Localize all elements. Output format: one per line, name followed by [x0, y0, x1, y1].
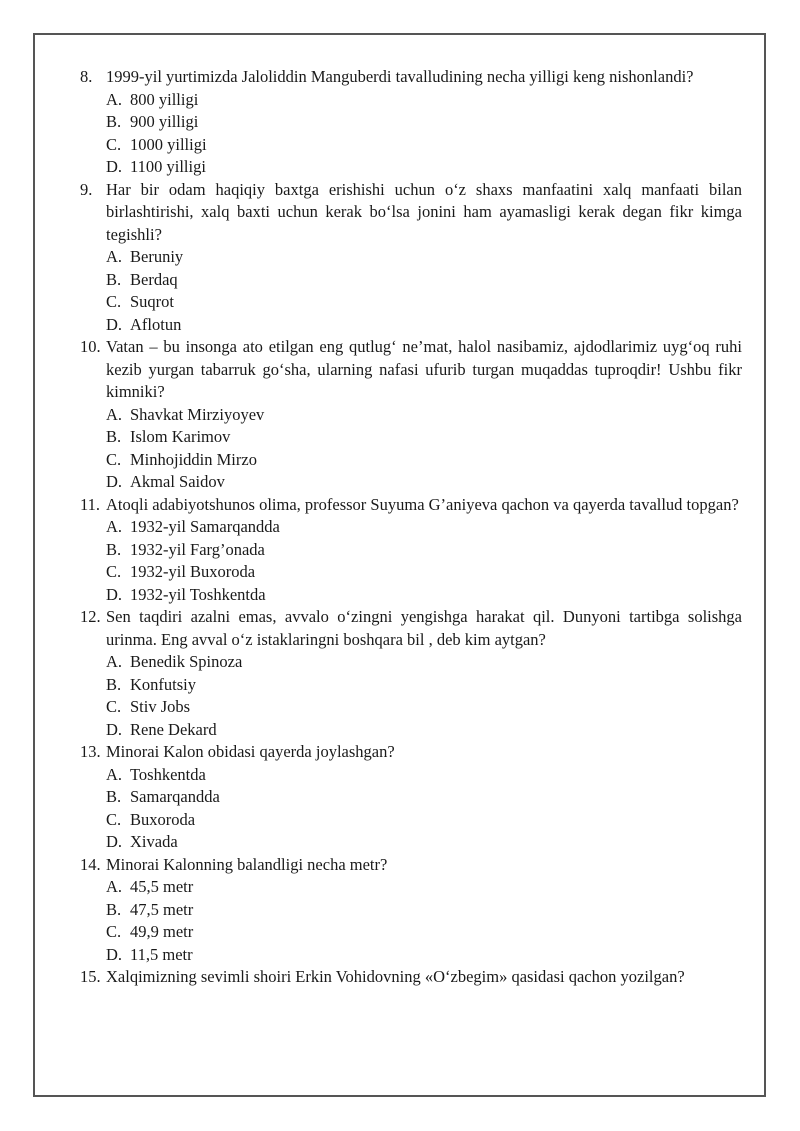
option-text: Benedik Spinoza	[130, 652, 243, 671]
question-text: Sen taqdiri azalni emas, avvalo o‘zingni yengishga harakat qil. Dunyoni tartibga solishga urinma. Eng avval o‘z istaklaringni boshqara bil , deb kim aytgan?	[106, 607, 742, 649]
option-text: Suqrot	[130, 292, 175, 311]
question-number: 12.	[80, 607, 101, 626]
option-letter: D.	[106, 832, 123, 851]
option-text: Samarqandda	[130, 787, 220, 806]
question-number: 11.	[80, 494, 101, 514]
answer-option	[80, 809, 742, 832]
question-text: Minorai Kalon obidasi qayerda joylashgan?	[106, 742, 395, 761]
option-text: Aflotun	[130, 314, 182, 334]
question-block	[80, 854, 742, 967]
option-text: 1932-yil Toshkentda	[130, 584, 266, 604]
option-letter: B.	[106, 899, 122, 919]
question-number: 14.	[80, 854, 101, 874]
answer-option	[80, 269, 742, 292]
question	[80, 854, 742, 877]
option-letter: C.	[106, 922, 122, 941]
option-text: Rene Dekard	[130, 719, 217, 739]
option-letter: B.	[106, 269, 122, 289]
question-text: Har bir odam haqiqiy baxtga erishishi uchun o‘z shaxs manfaatini xalq manfaati bilan birlashtirishi, xalq baxti uchun kerak bo‘lsa jonini ham ayamasligi kerak degan fikr kimga tegishli?	[106, 179, 742, 244]
question	[80, 606, 742, 651]
answer-option	[80, 404, 742, 427]
option-text: Konfutsiy	[130, 674, 196, 694]
option-text: Akmal Saidov	[130, 472, 225, 491]
answer-option	[80, 696, 742, 719]
answer-option	[80, 831, 742, 854]
answer-option	[80, 651, 742, 674]
option-text: 11,5 metr	[130, 944, 193, 964]
option-text: 900 yilligi	[130, 112, 199, 131]
answer-option	[80, 786, 742, 809]
option-text: 1932-yil Buxoroda	[130, 562, 256, 581]
question	[80, 966, 742, 989]
question-block	[80, 494, 742, 607]
question-text: Atoqli adabiyotshunos olima, professor Suyuma G’aniyeva qachon va qayerda tavallud topgan?	[106, 494, 739, 514]
question	[80, 66, 742, 89]
question-number: 10.	[80, 337, 101, 356]
answer-option	[80, 584, 742, 607]
option-letter: C.	[106, 697, 122, 716]
option-letter: D.	[106, 157, 123, 176]
question-text: Minorai Kalonning balandligi necha metr?	[106, 854, 388, 874]
option-letter: A.	[106, 652, 123, 671]
answer-option	[80, 291, 742, 314]
option-letter: B.	[106, 427, 122, 446]
option-letter: A.	[106, 404, 123, 424]
option-letter: A.	[106, 247, 123, 266]
option-text: 1932-yil Farg’onada	[130, 539, 265, 559]
question-block	[80, 66, 742, 179]
option-text: 800 yilligi	[130, 89, 199, 109]
answer-option	[80, 921, 742, 944]
answer-option	[80, 674, 742, 697]
answer-option	[80, 314, 742, 337]
option-letter: C.	[106, 449, 122, 469]
option-text: 45,5 metr	[130, 877, 194, 896]
option-letter: D.	[106, 314, 123, 334]
option-text: Minhojiddin Mirzo	[130, 449, 257, 469]
answer-option	[80, 426, 742, 449]
question-block	[80, 741, 742, 854]
option-letter: D.	[106, 944, 123, 964]
question	[80, 494, 742, 517]
option-text: Beruniy	[130, 247, 184, 266]
question	[80, 741, 742, 764]
question-number: 15.	[80, 967, 101, 986]
question-number: 13.	[80, 742, 101, 761]
question-text: 1999-yil yurtimizda Jaloliddin Manguberdi tavalludining necha yilligi keng nishonlandi?	[106, 67, 694, 86]
answer-option	[80, 89, 742, 112]
answer-option	[80, 471, 742, 494]
question-block	[80, 179, 742, 337]
option-letter: D.	[106, 584, 123, 604]
answer-option	[80, 876, 742, 899]
option-text: Stiv Jobs	[130, 697, 191, 716]
answer-option	[80, 156, 742, 179]
option-letter: D.	[106, 719, 123, 739]
option-text: 1932-yil Samarqandda	[130, 517, 280, 536]
option-letter: B.	[106, 787, 122, 806]
option-letter: A.	[106, 517, 123, 536]
question-block	[80, 966, 742, 989]
question-list	[80, 66, 742, 989]
question-number: 9.	[80, 179, 93, 199]
question-block	[80, 336, 742, 494]
answer-option	[80, 944, 742, 967]
answer-option	[80, 246, 742, 269]
option-letter: C.	[106, 292, 122, 311]
answer-option	[80, 539, 742, 562]
option-text: Xivada	[130, 832, 178, 851]
answer-option	[80, 111, 742, 134]
option-letter: A.	[106, 89, 123, 109]
option-letter: A.	[106, 764, 123, 784]
question	[80, 336, 742, 404]
question-block	[80, 606, 742, 741]
option-text: Islom Karimov	[130, 427, 231, 446]
option-text: Berdaq	[130, 269, 178, 289]
option-letter: B.	[106, 674, 122, 694]
option-text: 1000 yilligi	[130, 134, 207, 154]
option-letter: C.	[106, 134, 122, 154]
option-letter: C.	[106, 809, 122, 829]
option-text: 1100 yilligi	[130, 157, 206, 176]
question-number: 8.	[80, 67, 93, 86]
answer-option	[80, 449, 742, 472]
question-text: Vatan – bu insonga ato etilgan eng qutlug‘ ne’mat, halol nasibamiz, ajdodlarimiz uyg‘oq ruhi kezib yurgan tabarruk go‘sha, ularning nafasi ufurib turgan muqaddas tuproqdir! Ushbu fikr kimniki?	[106, 337, 742, 401]
option-letter: B.	[106, 539, 122, 559]
option-text: 47,5 metr	[130, 899, 194, 919]
option-text: Shavkat Mirziyoyev	[130, 404, 265, 424]
option-text: Buxoroda	[130, 809, 196, 829]
answer-option	[80, 561, 742, 584]
question	[80, 179, 742, 247]
option-text: 49,9 metr	[130, 922, 194, 941]
option-letter: A.	[106, 877, 123, 896]
option-letter: C.	[106, 562, 122, 581]
answer-option	[80, 719, 742, 742]
answer-option	[80, 764, 742, 787]
option-letter: D.	[106, 472, 123, 491]
answer-option	[80, 134, 742, 157]
option-text: Toshkentda	[130, 764, 206, 784]
answer-option	[80, 516, 742, 539]
answer-option	[80, 899, 742, 922]
question-text: Xalqimizning sevimli shoiri Erkin Vohidovning «O‘zbegim» qasidasi qachon yozilgan?	[106, 967, 685, 986]
option-letter: B.	[106, 112, 122, 131]
